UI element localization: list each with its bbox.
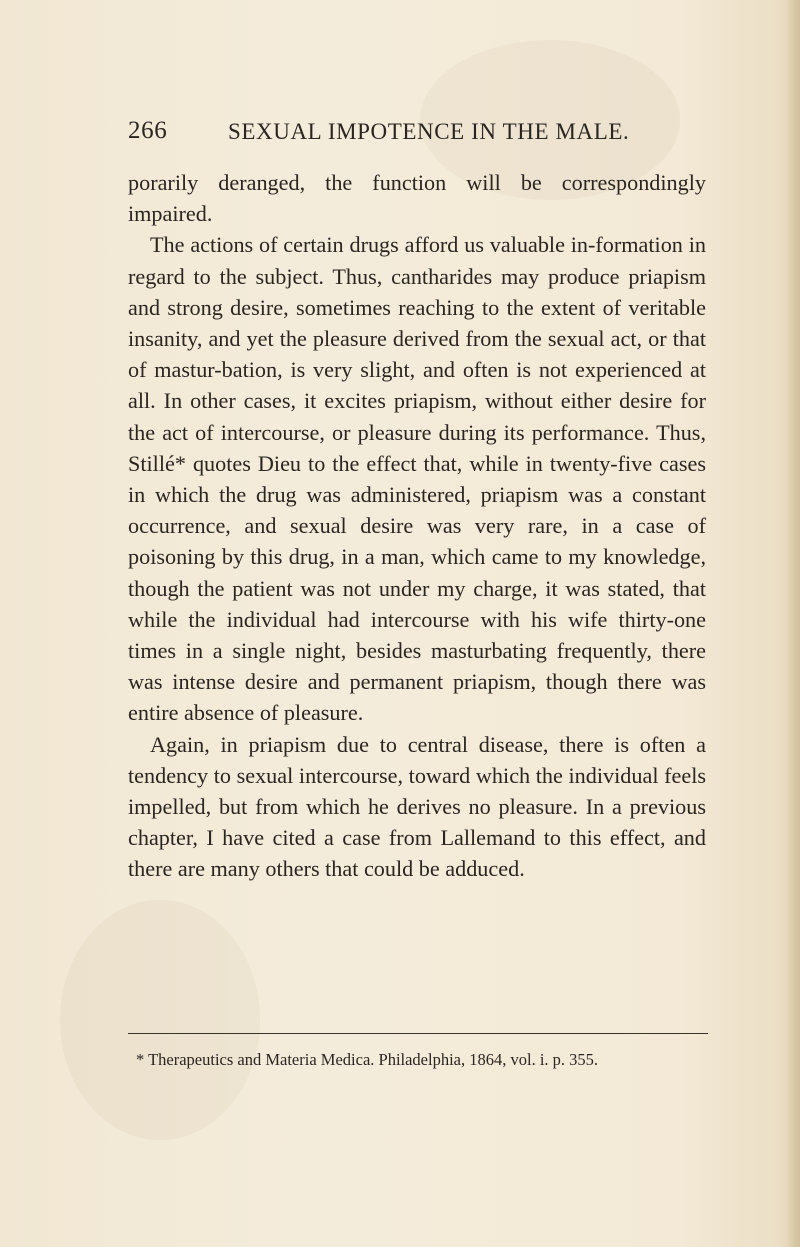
running-head-title: SEXUAL IMPOTENCE IN THE MALE. [228, 119, 630, 144]
paragraph-1: porarily deranged, the function will be correspondingly impaired. [128, 170, 706, 227]
footnote-divider [128, 1033, 708, 1034]
page-edge-shadow [786, 0, 800, 1247]
page-number: 266 [128, 117, 168, 144]
paragraph-3: Again, in priapism due to central disease, there is often a tendency to sexual intercourse, toward which the individual feels impelled, but from which he derives no pleasure. In a previous chapter, I have cited a case from Lallemand to this effect, and there are many others that could be adduced. [128, 731, 706, 882]
paper-stain [60, 900, 260, 1140]
footnote: * Therapeutics and Materia Medica. Philadelphia, 1864, vol. i. p. 355. [136, 1050, 599, 1069]
running-head [128, 117, 708, 151]
paragraph-2: The actions of certain drugs afford us valuable in-formation in regard to the subject. Thus, cantharides may produce priapism and strong desire, sometimes reaching to the extent of veritable insanity, and yet the pleasure derived from the sexual act, or that of mastur-bation, is very slight, and often is not experienced at all. In other cases, it excites priapism, without either desire for the act of intercourse, or pleasure during its performance. Thus, Stillé* quotes Dieu to the effect that, while in twenty-five cases in which the drug was administered, priapism was a constant occurrence, and sexual desire was very rare, in a case of poisoning by this drug, in a man, which came to my knowledge, though the patient was not under my charge, it was stated, that while the individual had intercourse with his wife thirty-one times in a single night, besides masturbating frequently, there was intense desire and permanent priapism, though there was entire absence of pleasure. [128, 232, 706, 726]
body-text [128, 167, 706, 885]
